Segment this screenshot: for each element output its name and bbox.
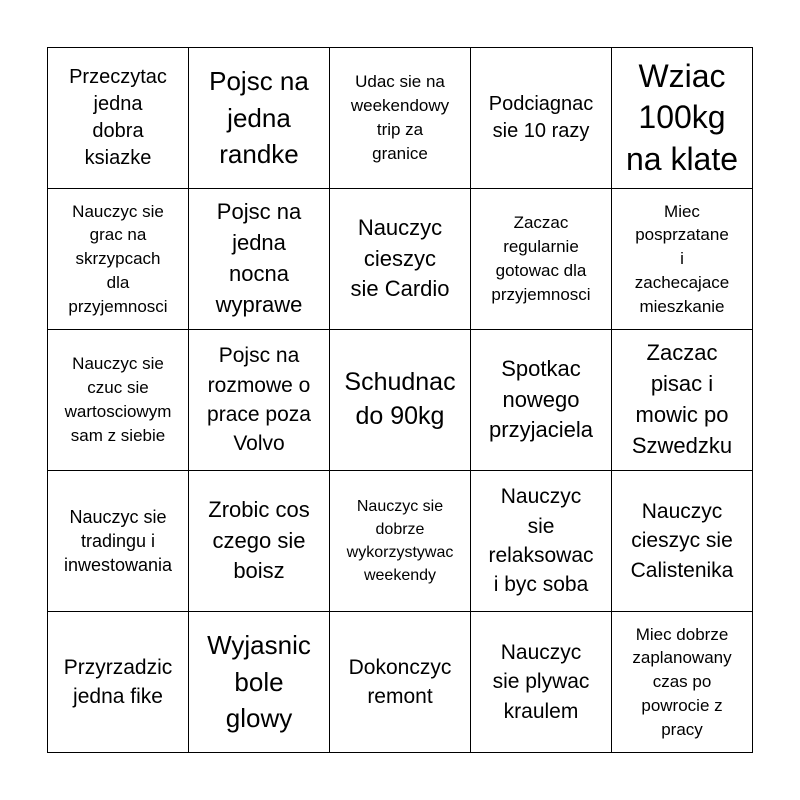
bingo-cell-8[interactable] — [330, 189, 471, 330]
bingo-cell-text: Miec posprzatane i zachecajace mieszkanie — [634, 201, 730, 316]
bingo-cell-4[interactable] — [471, 48, 612, 189]
bingo-cell-text: Miec dobrze zaplanowany czas po powrocie z pracy — [632, 624, 732, 739]
bingo-cell-25[interactable] — [612, 612, 753, 753]
bingo-cell-22[interactable] — [189, 612, 330, 753]
bingo-cell-21[interactable] — [48, 612, 189, 753]
bingo-cell-text: Pojsc na jedna nocna wyprawe — [215, 199, 303, 317]
bingo-cell-text: Podciagnac sie 10 razy — [488, 93, 594, 142]
bingo-cell-text: Zaczac pisac i mowic po Szwedzku — [631, 340, 733, 458]
bingo-cell-text: Nauczyc sie relaksowac i byc soba — [488, 485, 594, 597]
bingo-cell-17[interactable] — [189, 471, 330, 612]
bingo-cell-text: Nauczyc sie czuc sie wartosciowym sam z siebie — [64, 354, 172, 445]
bingo-cell-11[interactable] — [48, 330, 189, 471]
bingo-cell-text: Schudnac do 90kg — [344, 368, 456, 430]
bingo-cell-19[interactable] — [471, 471, 612, 612]
bingo-cell-text: Wziac 100kg na klate — [625, 57, 739, 177]
bingo-cell-text: Zrobic cos czego sie boisz — [208, 496, 310, 584]
bingo-cell-7[interactable] — [189, 189, 330, 330]
bingo-cell-text: Nauczyc sie plywac kraulem — [492, 640, 590, 723]
bingo-cell-23[interactable] — [330, 612, 471, 753]
bingo-cell-5[interactable] — [612, 48, 753, 189]
bingo-cell-18[interactable] — [330, 471, 471, 612]
bingo-cell-text: Udac sie na weekendowy trip za granice — [350, 72, 450, 163]
bingo-cell-text: Przeczytac jedna dobra ksiazke — [69, 66, 167, 169]
bingo-cell-9[interactable] — [471, 189, 612, 330]
bingo-cell-24[interactable] — [471, 612, 612, 753]
bingo-cell-text: Nauczyc sie tradingu i inwestowania — [63, 506, 173, 576]
bingo-cell-text: Nauczyc cieszyc sie Calistenika — [630, 499, 734, 582]
bingo-cell-6[interactable] — [48, 189, 189, 330]
bingo-cell-3[interactable] — [330, 48, 471, 189]
bingo-cell-text: Wyjasnic bole glowy — [207, 630, 311, 734]
bingo-cell-20[interactable] — [612, 471, 753, 612]
bingo-cell-text: Spotkac nowego przyjaciela — [489, 355, 593, 443]
bingo-cell-text: Zaczac regularnie gotowac dla przyjemnosci — [491, 213, 591, 304]
bingo-cell-12[interactable] — [189, 330, 330, 471]
bingo-cell-text: Nauczyc sie dobrze wykorzystywac weekendy — [346, 497, 454, 585]
bingo-cell-text: Przyrzadzic jedna fike — [63, 655, 173, 708]
bingo-cell-text: Nauczyc sie grac na skrzypcach dla przyjemnosci — [68, 201, 168, 316]
bingo-cell-15[interactable] — [612, 330, 753, 471]
bingo-cell-14[interactable] — [471, 330, 612, 471]
bingo-cell-10[interactable] — [612, 189, 753, 330]
bingo-cell-text: Pojsc na rozmowe o prace poza Volvo — [207, 344, 311, 456]
bingo-board — [47, 47, 753, 753]
bingo-cell-13[interactable] — [330, 330, 471, 471]
bingo-cell-1[interactable] — [48, 48, 189, 189]
bingo-cell-text: Nauczyc cieszyc sie Cardio — [350, 214, 450, 302]
bingo-cell-text: Pojsc na jedna randke — [209, 66, 309, 170]
bingo-cell-16[interactable] — [48, 471, 189, 612]
bingo-cell-2[interactable] — [189, 48, 330, 189]
bingo-cell-text: Dokonczyc remont — [348, 655, 452, 708]
